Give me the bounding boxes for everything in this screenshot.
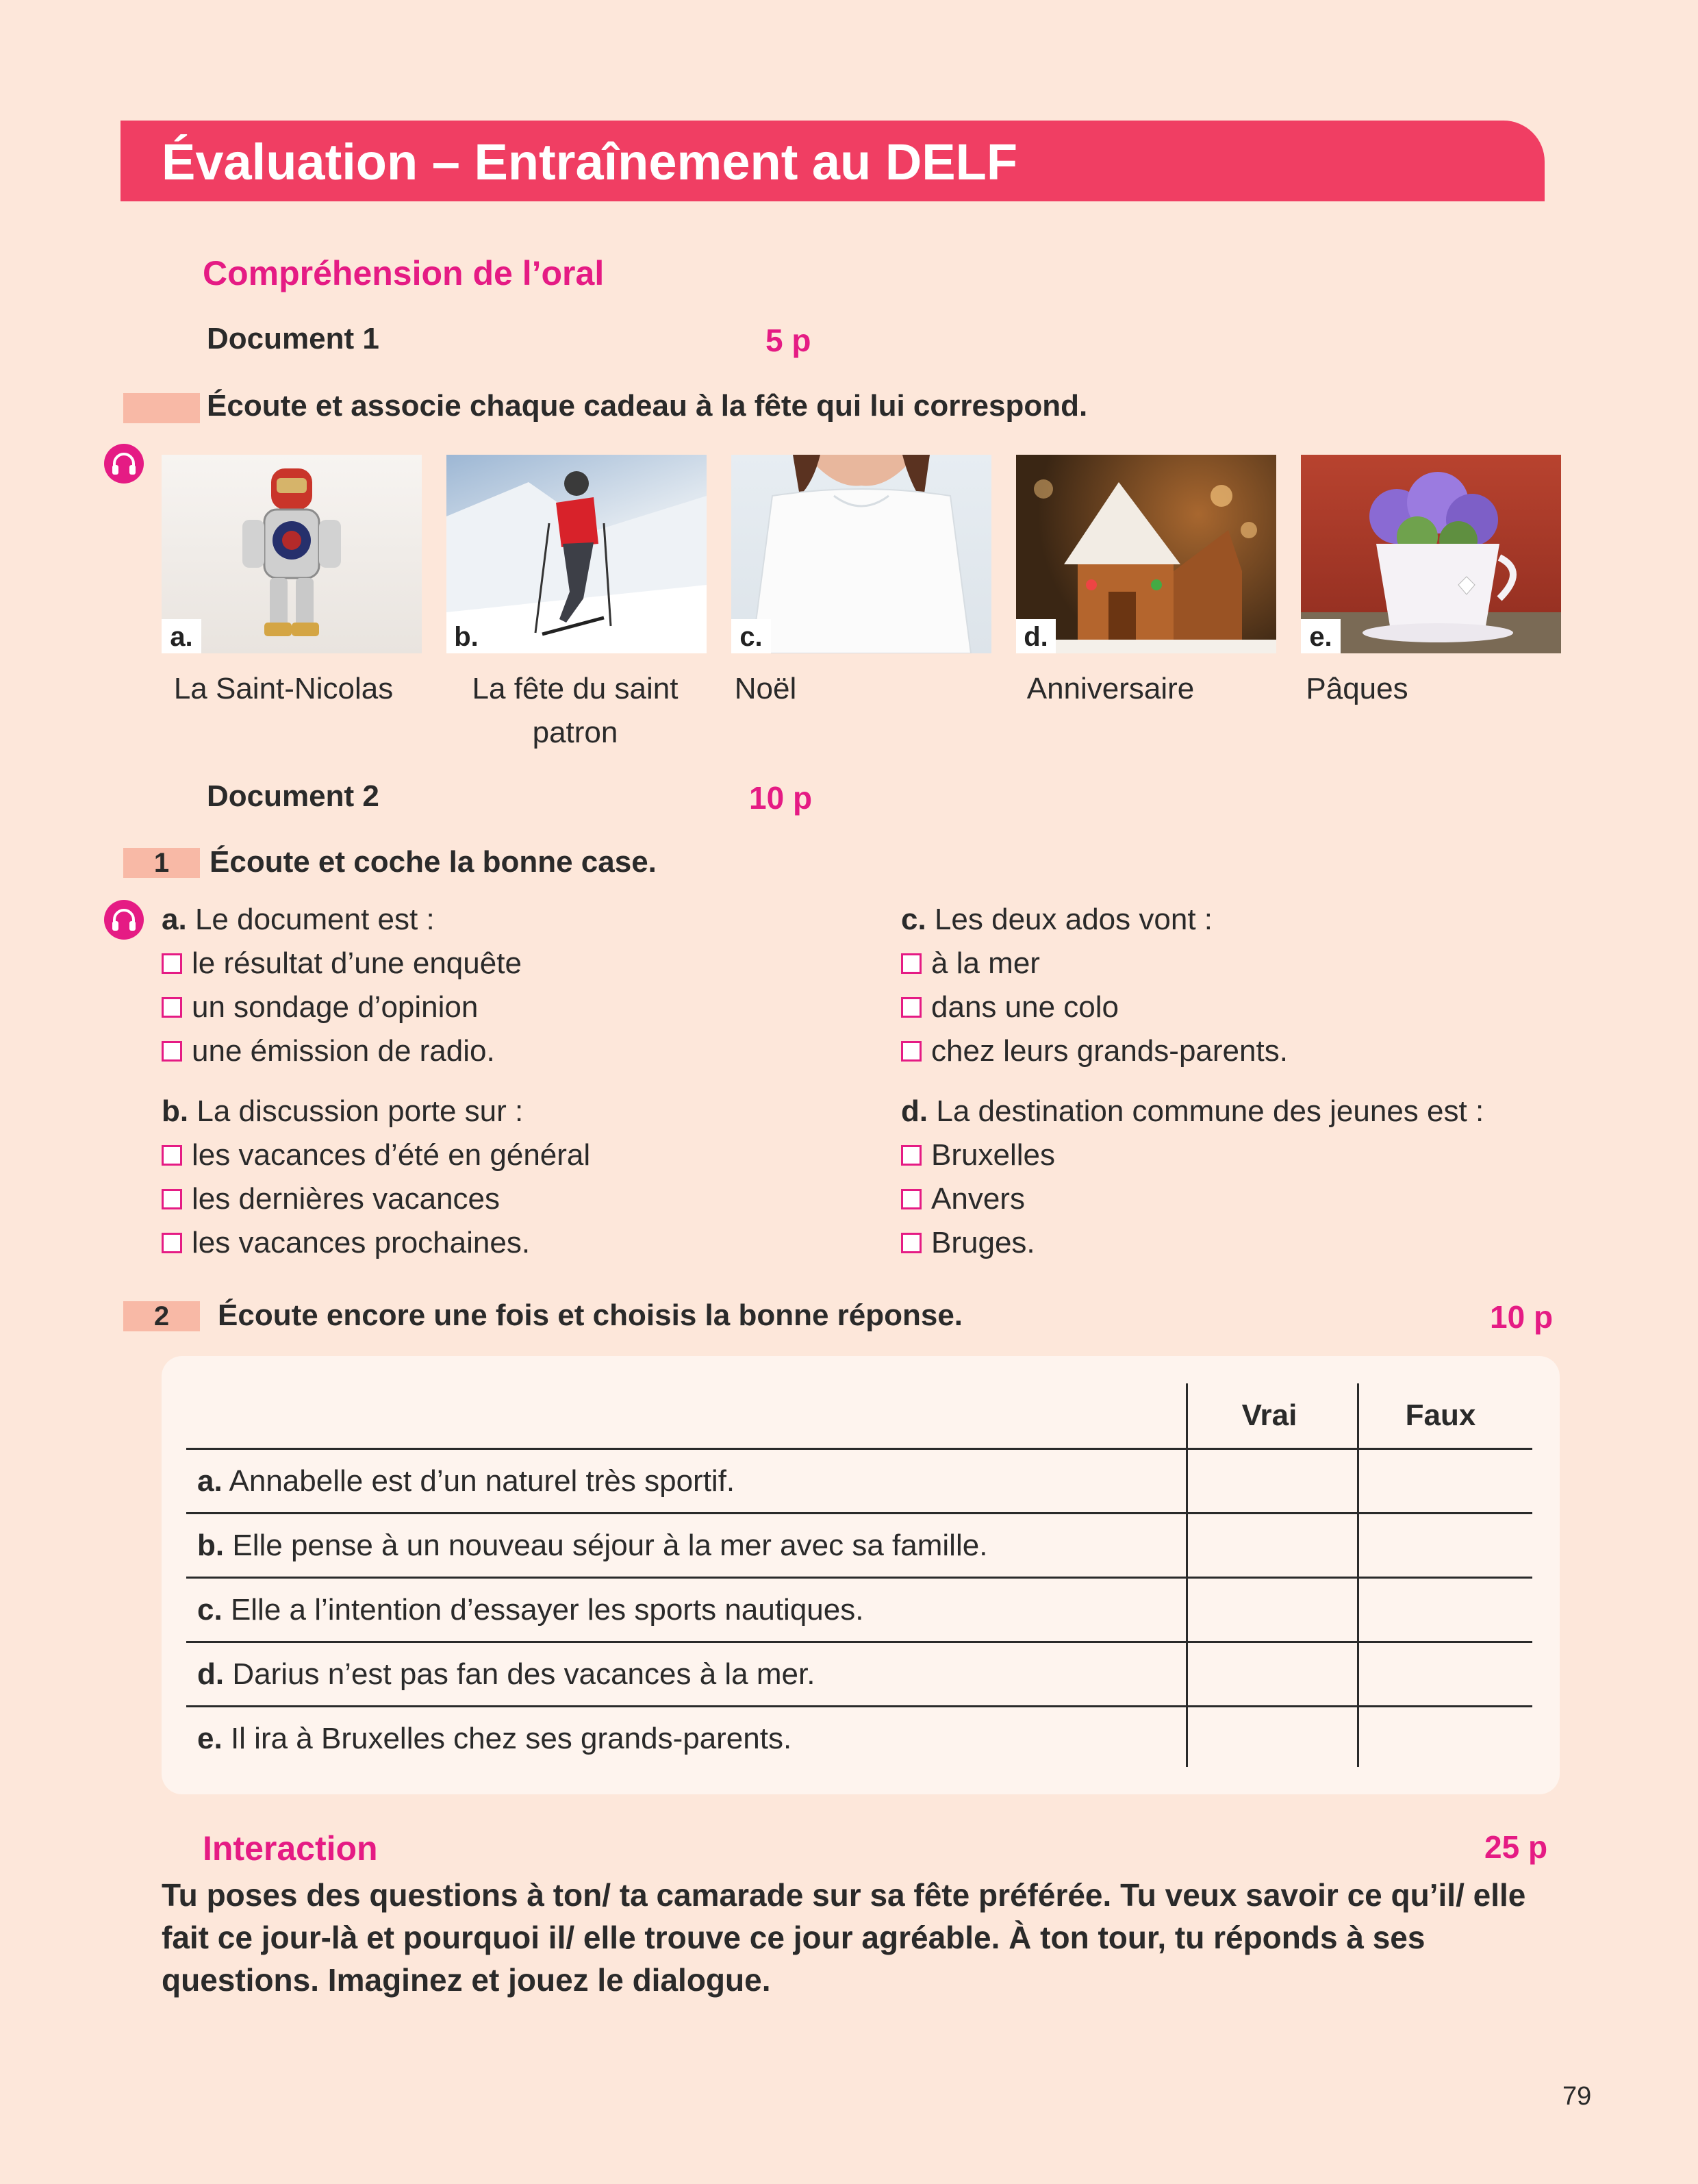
option-label: le résultat d’une enquête xyxy=(192,946,522,980)
caption-fete-saint-patron: La fête du saint patron xyxy=(472,672,679,749)
checkbox-icon[interactable] xyxy=(901,997,922,1018)
option-label: Bruxelles xyxy=(931,1138,1055,1172)
option-d-2[interactable] xyxy=(901,1182,1025,1216)
document-2-title: Document 2 xyxy=(207,779,379,813)
option-label: les vacances prochaines. xyxy=(192,1226,531,1259)
option-label: Bruges. xyxy=(931,1226,1035,1259)
question-letter: c. xyxy=(901,903,926,936)
checkbox-icon[interactable] xyxy=(162,1041,182,1062)
page-number: 79 xyxy=(1562,2082,1592,2111)
question-d xyxy=(901,1094,1484,1129)
option-label: à la mer xyxy=(931,946,1040,980)
exercise-2-number: 2 xyxy=(123,1301,200,1331)
question-c xyxy=(901,903,1213,937)
interaction-task: Tu poses des questions à ton/ ta camarade sur sa fête préférée. Tu veux savoir ce qu’il/ elle fait ce jour-là et pourquoi il/ elle trouve ce jour agréable. À ton tour, tu réponds à ses questions. Imaginez et jouez le dialogue. xyxy=(162,1877,1526,1998)
option-label: une émission de radio. xyxy=(192,1034,495,1068)
checkbox-icon[interactable] xyxy=(162,953,182,974)
question-letter: b. xyxy=(162,1094,189,1128)
option-label: Anvers xyxy=(931,1182,1025,1216)
headphones-icon[interactable] xyxy=(104,900,144,940)
option-label: les dernières vacances xyxy=(192,1182,500,1216)
photo-flower-cup xyxy=(1301,455,1561,653)
checkbox-icon[interactable] xyxy=(162,1145,182,1166)
photo-skier xyxy=(446,455,707,653)
option-b-3[interactable] xyxy=(162,1226,530,1260)
option-c-3[interactable] xyxy=(901,1034,1288,1068)
document-1-points: 5 p xyxy=(765,323,811,358)
option-label: les vacances d’été en général xyxy=(192,1138,591,1172)
exercise-2-instruction: Écoute encore une fois et choisis la bonne réponse. xyxy=(218,1298,963,1332)
option-label: dans une colo xyxy=(931,990,1119,1024)
photo-gingerbread-house xyxy=(1016,455,1276,653)
section-title-oral: Compréhension de l’oral xyxy=(203,254,605,292)
row-statement: a. Annabelle est d’un naturel très sportif. xyxy=(197,1464,735,1498)
question-text: Les deux ados vont : xyxy=(934,903,1213,936)
document-1-instruction: Écoute et associe chaque cadeau à la fête qui lui correspond. xyxy=(207,389,1088,423)
column-header-faux: Faux xyxy=(1405,1398,1476,1432)
headphones-icon[interactable] xyxy=(104,444,144,484)
checkbox-icon[interactable] xyxy=(162,1189,182,1209)
option-a-3[interactable] xyxy=(162,1034,495,1068)
table-row xyxy=(186,1705,1532,1772)
option-c-1[interactable] xyxy=(901,946,1040,981)
exercise-1-instruction: Écoute et coche la bonne case. xyxy=(210,845,657,879)
question-text: Le document est : xyxy=(194,903,435,936)
checkbox-icon[interactable] xyxy=(901,1145,922,1166)
caption-noel: Noël xyxy=(734,672,797,705)
caption-saint-nicolas: La Saint-Nicolas xyxy=(173,672,394,705)
column-divider xyxy=(1357,1383,1359,1767)
true-false-table xyxy=(162,1356,1560,1794)
row-statement: b. Elle pense à un nouveau séjour à la mer avec sa famille. xyxy=(197,1529,988,1562)
checkbox-icon[interactable] xyxy=(162,997,182,1018)
row-statement: d. Darius n’est pas fan des vacances à la mer. xyxy=(197,1657,815,1691)
option-a-2[interactable] xyxy=(162,990,478,1025)
caption-anniversaire: Anniversaire xyxy=(1026,672,1195,705)
photo-label: b. xyxy=(446,619,486,653)
row-statement: c. Elle a l’intention d’essayer les sports nautiques. xyxy=(197,1593,864,1627)
photo-label: a. xyxy=(162,619,201,653)
exercise-1-number: 1 xyxy=(123,848,200,878)
question-text: La destination commune des jeunes est : xyxy=(936,1094,1484,1128)
photo-label: c. xyxy=(731,619,771,653)
caption-paques: Pâques xyxy=(1306,672,1408,705)
checkbox-icon[interactable] xyxy=(901,953,922,974)
option-d-1[interactable] xyxy=(901,1138,1055,1172)
checkbox-icon[interactable] xyxy=(901,1233,922,1253)
checkbox-icon[interactable] xyxy=(162,1233,182,1253)
question-a xyxy=(162,903,435,937)
section-title-interaction: Interaction xyxy=(203,1829,378,1868)
option-d-3[interactable] xyxy=(901,1226,1035,1260)
option-b-2[interactable] xyxy=(162,1182,500,1216)
option-a-1[interactable] xyxy=(162,946,522,981)
checkbox-icon[interactable] xyxy=(901,1189,922,1209)
title-banner xyxy=(121,121,1545,201)
option-c-2[interactable] xyxy=(901,990,1119,1025)
option-b-1[interactable] xyxy=(162,1138,590,1172)
document-2-points: 10 p xyxy=(749,780,813,816)
photo-label: d. xyxy=(1016,619,1056,653)
option-label: un sondage d’opinion xyxy=(192,990,479,1024)
question-letter: d. xyxy=(901,1094,928,1128)
page-title: Évaluation – Entraînement au DELF xyxy=(162,134,1018,190)
interaction-points: 25 p xyxy=(1484,1829,1548,1865)
table-row xyxy=(186,1512,1532,1579)
question-letter: a. xyxy=(162,903,187,936)
question-b xyxy=(162,1094,523,1129)
column-header-vrai: Vrai xyxy=(1241,1398,1297,1432)
question-text: La discussion porte sur : xyxy=(197,1094,524,1128)
table-row xyxy=(186,1641,1532,1707)
table-row xyxy=(186,1448,1532,1514)
document-1-title: Document 1 xyxy=(207,322,379,355)
checkbox-icon[interactable] xyxy=(901,1041,922,1062)
photo-white-blouse xyxy=(731,455,991,653)
photo-label: e. xyxy=(1301,619,1341,653)
exercise-number-box xyxy=(123,393,200,423)
table-row xyxy=(186,1577,1532,1643)
exercise-2-points: 10 p xyxy=(1490,1299,1554,1335)
photo-robot-toy xyxy=(162,455,422,653)
row-statement: e. Il ira à Bruxelles chez ses grands-parents. xyxy=(197,1722,792,1755)
column-divider xyxy=(1186,1383,1188,1767)
option-label: chez leurs grands-parents. xyxy=(931,1034,1288,1068)
